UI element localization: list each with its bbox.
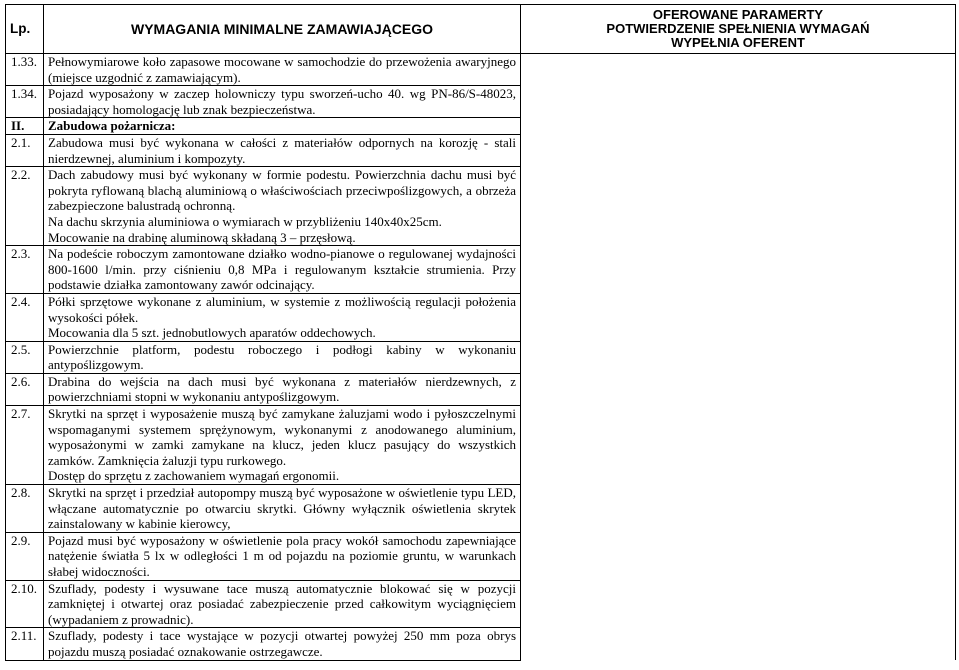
row-number: 1.33. [6,54,44,86]
requirement-text [44,134,521,166]
table-row [6,580,956,628]
row-number: 2.10. [6,580,44,628]
requirement-paragraph: Pojazd musi być wyposażony w oświetlenie pola pracy wokół samochodu zapewniające natężenie światła 5 lx w odległości 1 m od pojazdu na poziomie gruntu, w warunkach słabej widoczności. [48,532,516,579]
table-row [6,373,956,405]
row-number: 2.11. [6,628,44,660]
column-header-offered [521,5,956,54]
row-number: 2.7. [6,406,44,485]
requirement-paragraph: Pełnowymiarowe koło zapasowe mocowane w samochodzie do przewożenia awaryjnego (miejsce uzgodnić z zamawiającym). [48,54,516,85]
requirement-paragraph: Na dachu skrzynia aluminiowa o wymiarach w przybliżeniu 140x40x25cm. [48,213,442,229]
table-row [6,134,956,166]
offered-parameters-cell[interactable] [521,246,956,294]
requirement-paragraph: Pojazd wyposażony w zaczep holowniczy typu sworzeń-ucho 40. wg PN-86/S-48023, posiadający homologację lub znak bezpieczeństwa. [48,86,516,117]
requirement-text [44,293,521,341]
row-number: 2.2. [6,167,44,246]
requirement-paragraph: Zabudowa pożarnicza: [48,118,176,134]
requirement-text [44,373,521,405]
row-number: 2.5. [6,341,44,373]
requirement-paragraph: Szuflady, podesty i wysuwane tace muszą automatycznie blokować się w pozycji zamkniętej i otwartej oraz posiadać zabezpieczenie przed całkowitym wyciągnięciem (wypadaniem z prowadnic). [48,580,516,627]
column-header-lp: Lp. [6,5,44,54]
table-header-row [6,5,956,54]
row-number: 2.8. [6,485,44,533]
offered-parameters-cell[interactable] [521,532,956,580]
requirement-text [44,118,521,135]
table-row [6,628,956,660]
row-number: 2.4. [6,293,44,341]
offered-parameters-cell[interactable] [521,167,956,246]
requirement-paragraph: Skrytki na sprzęt i wyposażenie muszą być zamykane żaluzjami wodo i pyłoszczelnymi wspomaganymi systemem sprężynowym, wykonanymi z anodowanego aluminium, wyposażonymi w zamki zamykane na klucz, jeden klucz pasujący do wszystkich zamków. Zamknięcia żaluzji typu rurkowego. [48,406,516,468]
requirements-table [5,4,956,661]
requirement-text [44,532,521,580]
row-number: 2.6. [6,373,44,405]
requirement-text [44,406,521,485]
table-row [6,532,956,580]
offered-header-line-1: OFEROWANE PARAMERTY [652,7,824,22]
table-row [6,167,956,246]
requirement-paragraph: Mocowania dla 5 szt. jednobutlowych aparatów oddechowych. [48,325,376,341]
requirement-paragraph: Drabina do wejścia na dach musi być wykonana z materiałów nierdzewnych, z powierzchniami stopni w wykonaniu antypoślizgowym. [48,373,516,405]
offered-header-line-3: WYPEŁNIA OFERENT [671,35,805,50]
requirement-text [44,628,521,660]
row-number: II. [6,118,44,135]
offered-header-line-2: POTWIERDZENIE SPEŁNIENIA WYMAGAŃ [606,21,870,36]
requirement-paragraph: Półki sprzętowe wykonane z aluminium, w systemie z możliwością regulacji położenia wysokości półek. [48,293,516,325]
row-number: 1.34. [6,86,44,118]
offered-parameters-cell[interactable] [521,485,956,533]
requirement-paragraph: Szuflady, podesty i tace wystające w pozycji otwartej powyżej 250 mm poza obrys pojazdu muszą posiadać oznakowanie ostrzegawcze. [48,628,516,659]
table-row [6,118,956,135]
table-row [6,341,956,373]
requirement-text [44,580,521,628]
table-row [6,86,956,118]
requirement-text [44,246,521,294]
offered-parameters-cell[interactable] [521,341,956,373]
offered-parameters-cell[interactable] [521,293,956,341]
column-header-requirements: WYMAGANIA MINIMALNE ZAMAWIAJĄCEGO [44,5,521,54]
offered-parameters-cell[interactable] [521,373,956,405]
table-row [6,246,956,294]
requirement-text [44,86,521,118]
table-row [6,54,956,86]
requirement-paragraph: Skrytki na sprzęt i przedział autopompy muszą być wyposażone w oświetlenie typu LED, włączane automatycznie po otwarciu skrytki. Główny wyłącznik oświetlenia skrytek zainstalowany w kabinie kierowcy, [48,485,516,532]
offered-parameters-cell[interactable] [521,628,956,660]
requirement-paragraph: Dostęp do sprzętu z zachowaniem wymagań ergonomii. [48,468,340,484]
row-number: 2.9. [6,532,44,580]
offered-parameters-cell[interactable] [521,580,956,628]
requirement-text [44,54,521,86]
row-number: 2.1. [6,134,44,166]
offered-parameters-cell[interactable] [521,134,956,166]
requirement-text [44,341,521,373]
table-row [6,293,956,341]
offered-parameters-cell[interactable] [521,118,956,135]
offered-parameters-cell[interactable] [521,54,956,86]
offered-parameters-cell[interactable] [521,406,956,485]
row-number: 2.3. [6,246,44,294]
requirement-text [44,485,521,533]
requirement-paragraph: Zabudowa musi być wykonana w całości z materiałów odpornych na korozję - stali nierdzewnej, aluminium i kompozyty. [48,134,516,166]
requirement-paragraph: Na podeście roboczym zamontowane działko wodno-pianowe o regulowanej wydajności 800-1600 l/min. przy ciśnieniu 0,8 MPa i regulowanym kształcie strumienia. Przy podstawie działka zamontowany zawór odcinający. [48,246,516,293]
requirement-paragraph: Powierzchnie platform, podestu roboczego i podłogi kabiny w wykonaniu antypoślizgowym. [48,341,516,373]
requirement-text [44,167,521,246]
offered-parameters-cell[interactable] [521,86,956,118]
requirement-paragraph: Mocowanie na drabinę aluminową składaną 3 – przęsłową. [48,229,356,245]
table-row [6,406,956,485]
table-row [6,485,956,533]
requirement-paragraph: Dach zabudowy musi być wykonany w formie podestu. Powierzchnia dachu musi być pokryta ryflowaną blachą aluminiową o właściwościach przeciwpoślizgowych, a obrzeża zabezpieczone balustradą ochronną. [48,167,516,214]
